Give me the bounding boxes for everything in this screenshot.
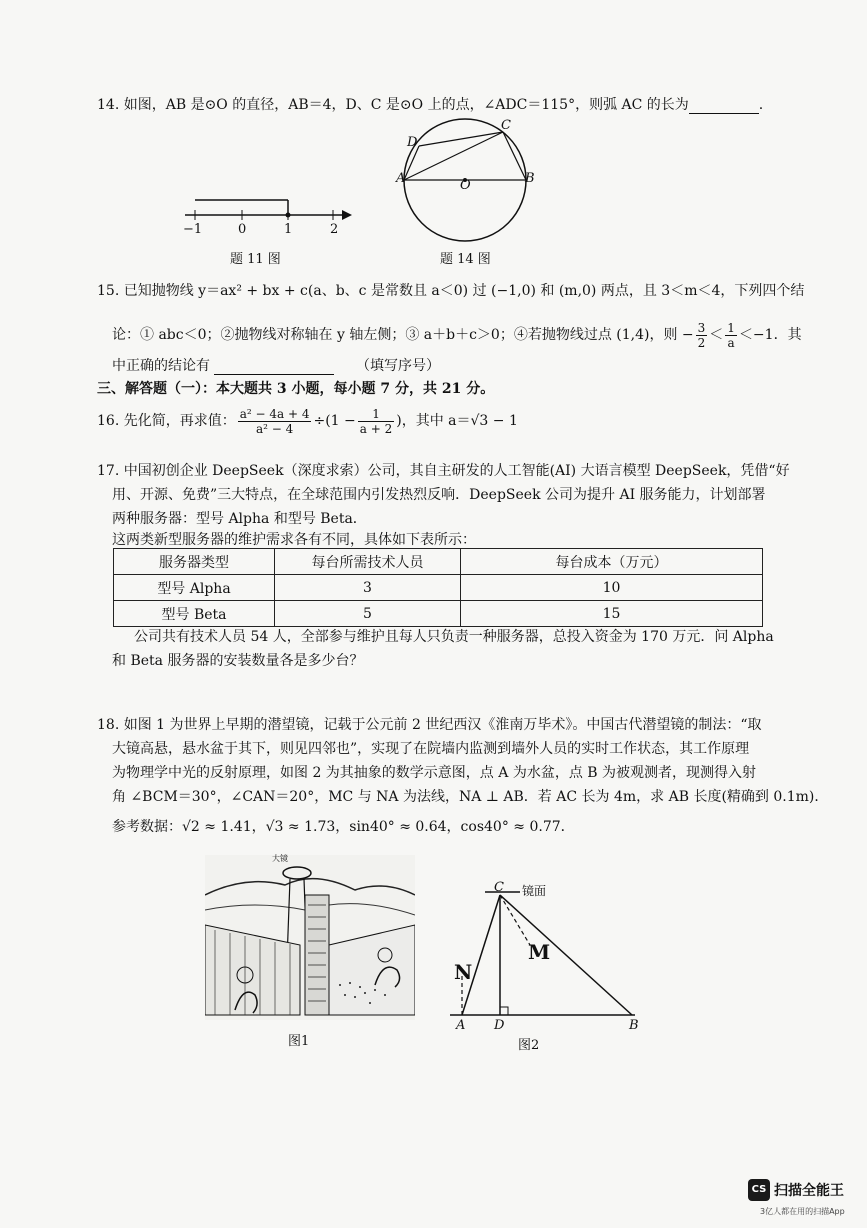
fig2-caption: 图2 [518, 1038, 540, 1053]
q17-line1: 17. 中国初创企业 DeepSeek（深度求索）公司，其自主研发的人工智能(AI) 大语言模型 DeepSeek，凭借“好 [97, 463, 790, 479]
q15-line2 [112, 318, 802, 352]
table-cell: 型号 Beta [114, 601, 275, 627]
q18-line2: 大镜高悬，悬水盆于其下，则见四邻也”，实现了在院墙内监测到墙外人员的实时工作状态，其工作原理 [112, 741, 750, 757]
camscanner-logo-icon: CS [748, 1179, 770, 1201]
q16-mid: ÷(1 − [313, 413, 356, 429]
ancient-periscope-illustration [205, 855, 415, 1020]
answer-blank [689, 99, 759, 114]
fig2-label-D: D [494, 1018, 505, 1033]
q14-line1: 14. 如图，AB 是⊙O 的直径，AB＝4，D、C 是⊙O 上的点，∠ADC＝115°，则弧 AC 的长为 [97, 97, 689, 113]
number-line-figure [180, 190, 360, 250]
q17-line5: 公司共有技术人员 54 人，全部参与维护且每人只负责一种服务器，总投入资金为 170 万元．问 Alpha [134, 629, 774, 645]
frac-num: a² − 4a + 4 [239, 406, 310, 421]
q18-line1: 18. 如图 1 为世界上早期的潜望镜，记载于公元前 2 世纪西汉《淮南万毕术》。中国古代潜望镜的制法：“取 [97, 717, 762, 733]
q17-line3: 两种服务器：型号 Alpha 和型号 Beta． [112, 511, 367, 527]
point-label-D: D [407, 135, 418, 150]
fig11-caption: 题 11 图 [230, 252, 281, 267]
fig2-label-N: N [454, 960, 473, 984]
table-row [114, 601, 763, 627]
fraction-main [238, 407, 312, 436]
fig2-label-M: M [528, 940, 551, 964]
table-header: 每台成本（万元） [461, 549, 763, 575]
q18-line3: 为物理学中光的反射原理，如图 2 为其抽象的数学示意图，点 A 为水盆，点 B 为被观测者，现测得入射 [112, 765, 757, 781]
fig14-caption: 题 14 图 [440, 252, 491, 267]
q17-line2: 用、开源、免费”三大特点，在全球范围内引发热烈反响．DeepSeek 公司为提升 AI 服务能力，计划部署 [112, 487, 766, 503]
frac-num: 1 [727, 320, 735, 335]
q15-line3-b: （填写序号） [356, 358, 440, 374]
fig2-mirror-label: 镜面 [522, 884, 547, 898]
fraction-1-a [725, 321, 737, 350]
fig1-top-label: 大镜 [272, 854, 288, 863]
q14-end: . [758, 97, 764, 113]
point-label-A: A [396, 171, 406, 186]
q16-prefix: 16. 先化简，再求值： [97, 413, 236, 429]
q17-line4: 这两类新型服务器的维护需求各有不同，具体如下表所示： [112, 532, 476, 548]
watermark-title: 扫描全能王 [774, 1183, 844, 1199]
q14-text [97, 96, 763, 114]
table-header: 每台所需技术人员 [275, 549, 461, 575]
table-cell: 15 [461, 601, 763, 627]
frac-den: a + 2 [359, 421, 393, 436]
table-cell: 3 [275, 575, 461, 601]
q16-text [97, 404, 518, 438]
table-cell: 5 [275, 601, 461, 627]
q15-mid: ＜ [709, 327, 724, 343]
table-cell: 型号 Alpha [114, 575, 275, 601]
q18-line4: 角 ∠BCM＝30°，∠CAN＝20°，MC 与 NA 为法线，NA ⊥ AB．若 AC 长为 4m，求 AB 长度(精确到 0.1m)． [112, 789, 829, 805]
fraction-3-2 [696, 321, 708, 350]
table-header: 服务器类型 [114, 549, 275, 575]
q15-line2-b: ＜−1．其 [738, 327, 802, 343]
table-row [114, 575, 763, 601]
point-label-B: B [525, 171, 535, 186]
q15-line2-a: 论：① abc＜0；②抛物线对称轴在 y 轴左侧；③ a＋b＋c＞0；④若抛物线过点 (1,4)，则 − [112, 327, 694, 343]
tick-label-0: 0 [238, 222, 247, 237]
q15-line3-a: 中正确的结论有 [112, 358, 210, 374]
answer-blank [214, 360, 334, 375]
fig1-caption: 图1 [288, 1034, 310, 1049]
q15-line3 [112, 357, 440, 375]
table-header-row [114, 549, 763, 575]
q15-line1: 15. 已知抛物线 y＝ax² + bx + c(a、b、c 是常数且 a＜0) 过 (−1,0) 和 (m,0) 两点，且 3＜m＜4，下列四个结 [97, 283, 805, 299]
point-label-O: O [460, 178, 471, 193]
point-label-C: C [501, 118, 511, 133]
fig2-label-A: A [456, 1018, 466, 1033]
frac-den: a [727, 335, 735, 350]
fig2-label-B: B [629, 1018, 639, 1033]
frac-den: 2 [697, 335, 706, 350]
frac-num: 3 [697, 320, 706, 335]
table-cell: 10 [461, 575, 763, 601]
fraction-inner [358, 407, 394, 436]
server-table [113, 548, 763, 627]
tick-label-1: 1 [284, 222, 293, 237]
tick-label-neg1: −1 [183, 222, 203, 237]
frac-den: a² − 4 [255, 421, 294, 436]
q16-suffix: )，其中 a＝√3 − 1 [396, 413, 518, 429]
frac-num: 1 [358, 407, 394, 422]
fig2-label-C: C [494, 880, 504, 895]
tick-label-2: 2 [330, 222, 339, 237]
watermark-subtitle: 3亿人都在用的扫描App [760, 1207, 845, 1216]
section3-heading: 三、解答题（一）：本大题共 3 小题，每小题 7 分，共 21 分。 [97, 381, 495, 397]
q18-reference: 参考数据：√2 ≈ 1.41，√3 ≈ 1.73，sin40° ≈ 0.64，cos40° ≈ 0.77． [112, 819, 575, 835]
q17-line6: 和 Beta 服务器的安装数量各是多少台？ [112, 653, 364, 669]
